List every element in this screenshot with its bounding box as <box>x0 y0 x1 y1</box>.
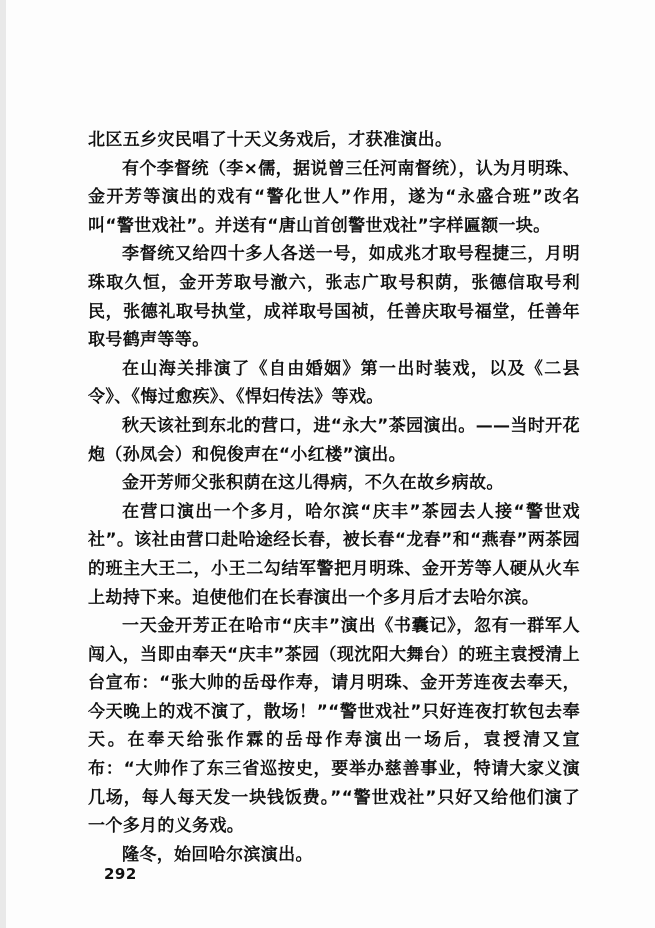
paragraph-3: 李督统又给四十多人各送一号，如成兆才取号程捷三，月明珠取久恒，金开芳取号澈六，张志广取号积荫，张德信取号利民，张德礼取号执堂，成祥取号国祯，任善庆取号福堂，任善年取号鹤声等等。 <box>88 244 580 351</box>
paragraph-4: 在山海关排演了《自由婚姻》第一出时装戏，以及《二县令》、《悔过愈疾》、《悍妇传法》等戏。 <box>88 358 580 408</box>
paragraph-1: 北区五乡灾民唱了十天义务戏后，才获准演出。 <box>88 130 453 150</box>
paragraph-6: 金开芳师父张积荫在这儿得病，不久在故乡病故。 <box>122 473 504 494</box>
paragraph-9: 隆冬，始回哈尔滨演出。 <box>122 844 313 865</box>
paragraph-5: 秋天该社到东北的营口，进“永大”茶园演出。——当时开花炮（孙凤会）和倪俊声在“小红楼”演出。 <box>88 415 580 465</box>
page-number: 292 <box>104 865 137 883</box>
page-edge-shadow <box>0 0 6 928</box>
body-text <box>88 126 580 869</box>
paragraph-8: 一天金开芳正在哈市“庆丰”演出《书囊记》，忽有一群军人闯入，当即由奉天“庆丰”茶园（现沈阳大舞台）的班主袁授清上台宣布：“张大帅的岳母作寿，请月明珠、金开芳连夜去奉天，今天晚上的戏不演了，散场！”“警世戏社”只好连夜打软包去奉天。在奉天给张作霖的岳母作寿演出一场后，袁授清又宣布：“大帅作了东三省巡按史，要举办慈善事业，特请大家义演几场，每人每天发一块钱饭费。”“警世戏社”只好又给他们演了一个多月的义务戏。 <box>88 616 580 837</box>
paragraph-7: 在营口演出一个多月，哈尔滨“庆丰”茶园去人接“警世戏社”。该社由营口赴哈途经长春，被长春“龙春”和“燕春”两茶园的班主大王二，小王二勾结军警把月明珠、金开芳等人硬从火车上劫持下来。迫使他们在长春演出一个多月后才去哈尔滨。 <box>88 501 580 608</box>
paragraph-2: 有个李督统（李×儒，据说曾三任河南督统），认为月明珠、金开芳等演出的戏有“警化世人”作用，遂为“永盛合班”改名叫“警世戏社”。并送有“唐山首创警世戏社”字样匾额一块。 <box>88 158 580 236</box>
